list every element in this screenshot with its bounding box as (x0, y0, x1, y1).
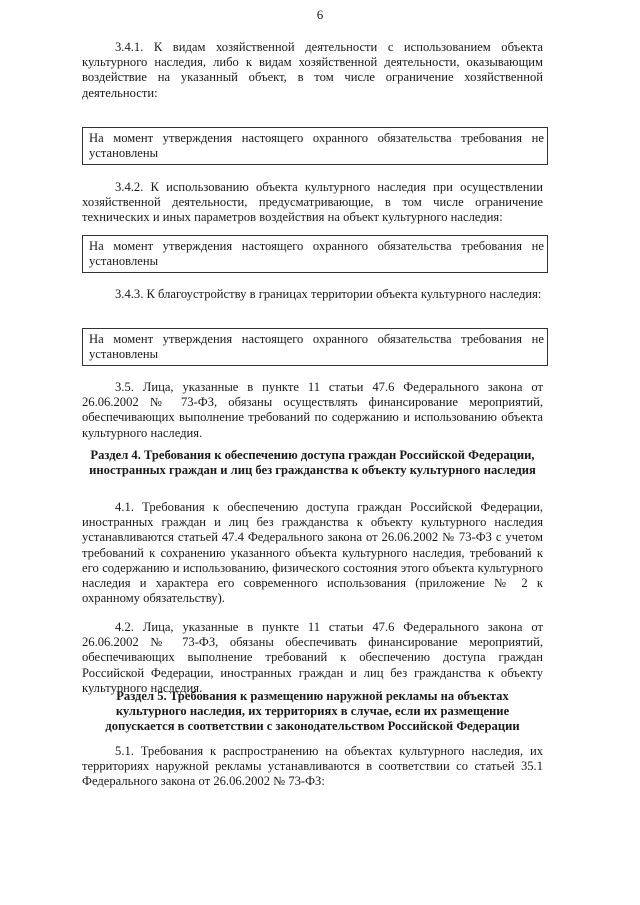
paragraph-3-5: 3.5. Лица, указанные в пункте 11 статьи 47.6 Федерального закона от 26.06.2002 № 73-ФЗ, обязаны осуществлять финансирование мероприятий, обеспечивающих выполнение требований по содержанию и использованию объекта культурного наследия. (82, 380, 543, 440)
requirement-box-1: На момент утверждения настоящего охранного обязательства требования не установлены (82, 127, 548, 165)
requirement-box-2: На момент утверждения настоящего охранного обязательства требования не установлены (82, 235, 548, 273)
paragraph-4-1: 4.1. Требования к обеспечению доступа граждан Российской Федерации, иностранных граждан и лиц без гражданства к объекту культурного наследия устанавливаются статьей 47.4 Федерального закона от 26.06.2002 № 73-ФЗ с учетом требований к сохранению указанного объекта культурного наследия, требований к его содержанию и использованию, физического состояния этого объекта культурного наследия и характера его современного использования (приложение № 2 к охранному обязательству). (82, 500, 543, 606)
paragraph-3-4-3: 3.4.3. К благоустройству в границах территории объекта культурного наследия: (115, 287, 542, 301)
paragraph-4-2: 4.2. Лица, указанные в пункте 11 статьи 47.6 Федерального закона от 26.06.2002 № 73-ФЗ, обязаны обеспечивать финансирование мероприятий, обеспечивающих выполнение требований к обеспечению доступа граждан Российской Федерации, иностранных граждан и лиц без гражданства к объекту культурного наследия. (82, 620, 543, 695)
section-4-heading: Раздел 4. Требования к обеспечению доступа граждан Российской Федерации, иностранных граждан и лиц без гражданства к объекту культурного наследия (89, 448, 536, 478)
paragraph-3-4-2: 3.4.2. К использованию объекта культурного наследия при осуществлении хозяйственной деятельности, предусматривающие, в том числе ограничение технических и иных параметров воздействия на объект культурного наследия: (82, 180, 543, 225)
section-5-heading: Раздел 5. Требования к размещению наружной рекламы на объектах культурного наследия, их территориях в случае, если их размещение допускается в соответствии с законодательством Российской Федерации (105, 689, 520, 734)
page-number: 6 (316, 7, 324, 22)
paragraph-5-1: 5.1. Требования к распространению на объектах культурного наследия, их территориях наружной рекламы устанавливаются в соответствии со статьей 35.1 Федерального закона от 26.06.2002 № 73-ФЗ: (82, 744, 543, 789)
requirement-box-3: На момент утверждения настоящего охранного обязательства требования не установлены (82, 328, 548, 366)
paragraph-3-4-1: 3.4.1. К видам хозяйственной деятельности с использованием объекта культурного наследия, либо к видам хозяйственной деятельности, оказывающим воздействие на указанный объект, в том числе ограничение хозяйственной деятельности: (82, 40, 543, 100)
